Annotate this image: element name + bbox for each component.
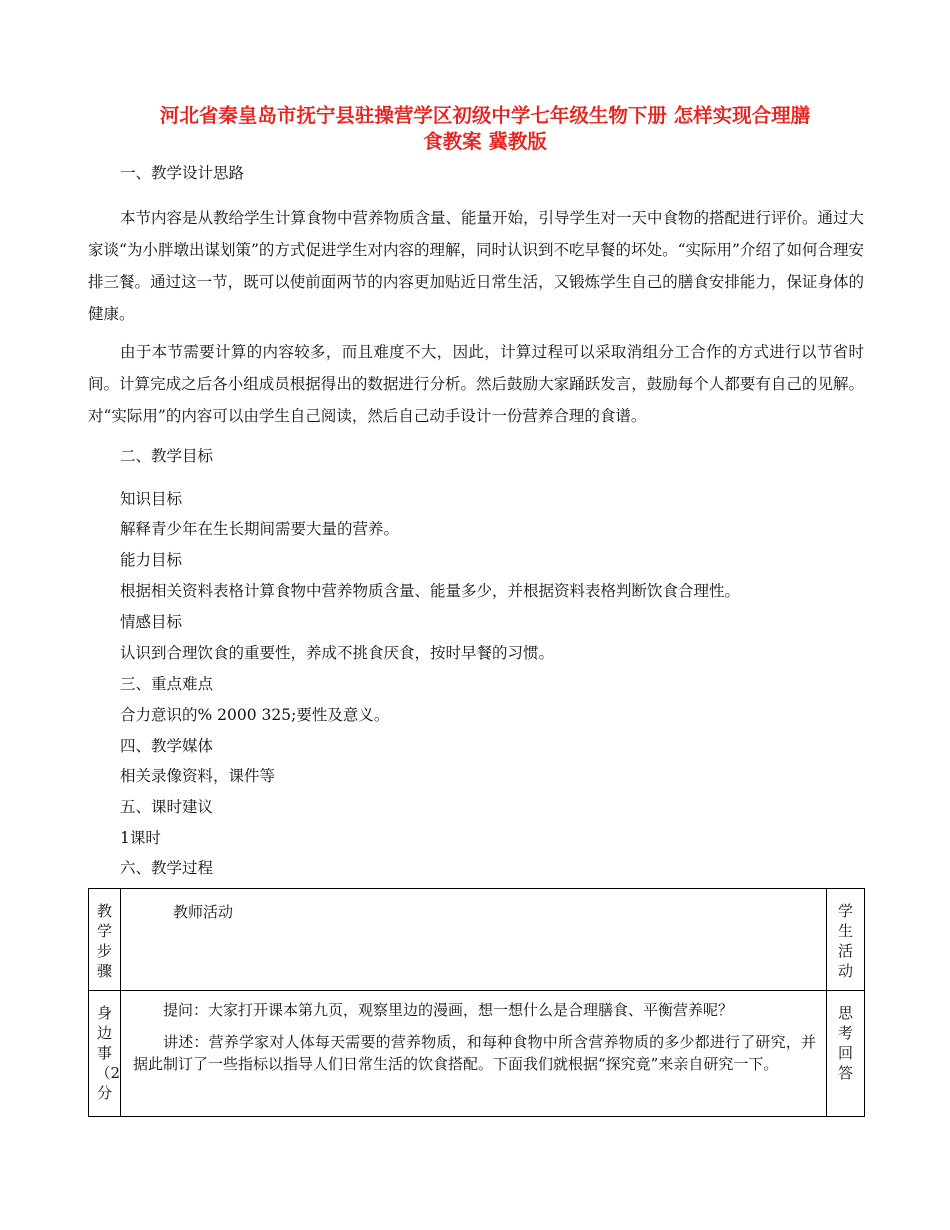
step-cell (89, 991, 121, 1117)
knowledge-objective-text: 解释青少年在生长期间需要大量的营养。 (120, 520, 400, 538)
table-header-row (89, 889, 865, 991)
paragraph-design-2: 由于本节需要计算的内容较多，而且难度不大，因此，计算过程可以采取消组分工合作的方式进行以节省时间。计算完成之后各小组成员根据得出的数据进行分析。然后鼓励大家踊跃发言，鼓励每个人都要有自己的见解。对“实际用”的内容可以由学生自己阅读，然后自己动手设计一份营养合理的食谱。 (88, 343, 864, 425)
student-activity-text: 思考回答 (837, 1004, 853, 1082)
section-heading-media: 四、教学媒体 (120, 737, 214, 755)
ability-objective-text: 根据相关资料表格计算食物中营养物质含量、能量多少，并根据资料表格判断饮食合理性。 (120, 582, 741, 600)
header-student-cell (827, 889, 865, 991)
section-heading-objectives: 二、教学目标 (120, 447, 214, 465)
header-step-text: 教学步骤 (96, 902, 112, 980)
teacher-question-text: 提问：大家打开课本第九页，观察里边的漫画，想一想什么是合理膳食、平衡营养呢？ (163, 1001, 734, 1019)
step-text: 身边事（2分 (95, 1004, 121, 1102)
teaching-process-table (88, 888, 865, 1117)
emotion-objective-label: 情感目标 (120, 613, 183, 631)
teacher-narration-text: 讲述：营养学家对人体每天需要的营养物质，和每种食物中所含营养物质的多少都进行了研究，并据此制订了一些指标以指导人们日常生活的饮食搭配。下面我们就根据“探究竟”来亲自研究一下。 (133, 1033, 816, 1073)
knowledge-objective-label: 知识目标 (120, 490, 183, 508)
document-title-line-1: 河北省秦皇岛市抚宁县驻操营学区初级中学七年级生物下册 怎样实现合理膳 (159, 104, 811, 127)
section-heading-hours: 五、课时建议 (120, 798, 214, 816)
hours-text: 1课时 (120, 829, 161, 847)
ability-objective-label: 能力目标 (120, 551, 183, 569)
header-step-cell (89, 889, 121, 991)
section-heading-key-points: 三、重点难点 (120, 675, 214, 693)
document-title-line-2: 食教案 冀教版 (423, 130, 547, 153)
header-teacher-cell (121, 889, 827, 991)
table-row (89, 991, 865, 1117)
key-points-text: 合力意识的% 2000 325;要性及意义。 (120, 706, 390, 724)
paragraph-design-1: 本节内容是从教给学生计算食物中营养物质含量、能量开始，引导学生对一天中食物的搭配进行评价。通过大家谈“为小胖墩出谋划策”的方式促进学生对内容的理解，同时认识到不吃早餐的坏处。“实际用”介绍了如何合理安排三餐。通过这一节，既可以使前面两节的内容更加贴近日常生活，又锻炼学生自己的膳食安排能力，保证身体的健康。 (88, 209, 865, 323)
media-text: 相关录像资料，课件等 (120, 767, 276, 785)
header-student-text: 学生活动 (837, 902, 853, 980)
section-heading-design: 一、教学设计思路 (120, 164, 245, 182)
header-teacher-text: 教师活动 (173, 903, 234, 921)
section-heading-process: 六、教学过程 (120, 859, 214, 877)
teacher-activity-cell (121, 991, 827, 1117)
student-activity-cell (827, 991, 865, 1117)
emotion-objective-text: 认识到合理饮食的重要性，养成不挑食厌食，按时早餐的习惯。 (120, 644, 555, 662)
